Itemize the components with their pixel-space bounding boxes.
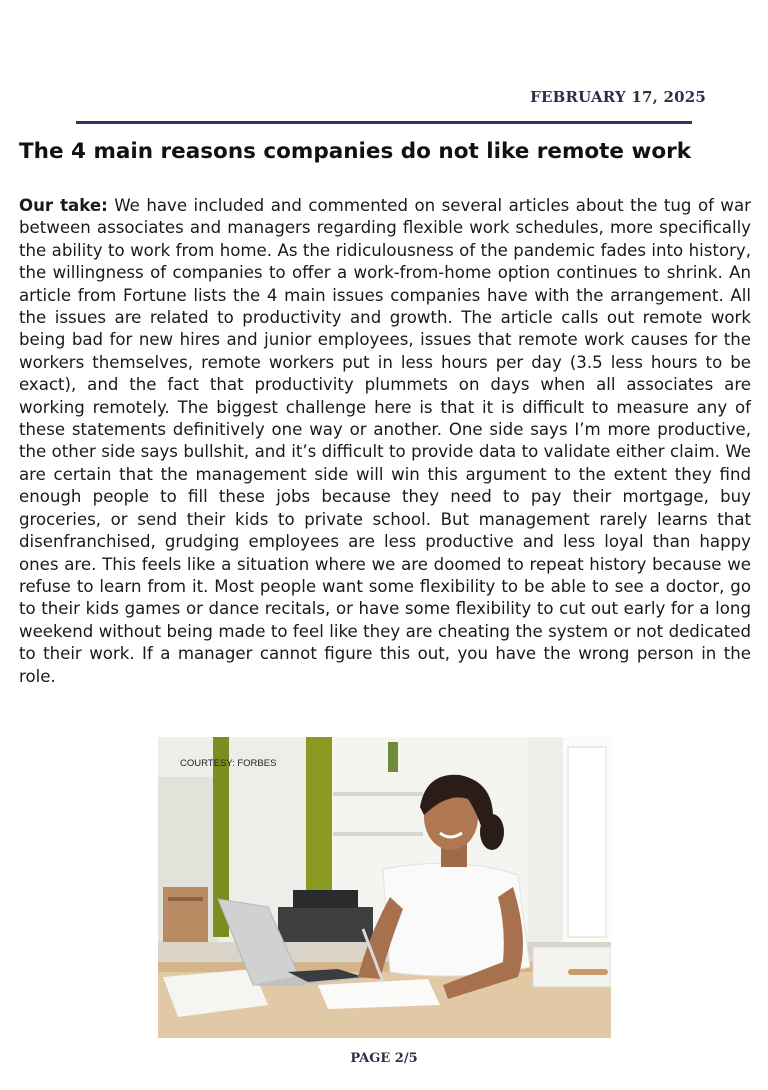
issue-date: FEBRUARY 17, 2025 bbox=[530, 88, 706, 106]
photo-illustration bbox=[158, 737, 611, 1038]
article-body-text: We have included and commented on several articles about the tug of war between associates and managers regarding flexible work schedules, more specifically the ability to work from home. As the ridiculousness of the pandemic fades into history, the willingness of companies to offer a work-from-home option continues to shrink. An article from Fortune lists the 4 main issues companies have with the arrangement. All the issues are related to productivity and growth. The article calls out remote work being bad for new hires and junior employees, issues that remote work causes for the workers themselves, remote workers put in less hours per day (3.5 less hours to be exact), and the fact that productivity plummets on days when all associates are working remotely. The biggest challenge here is that it is difficult to measure any of these statements definitively one way or another. One side says I’m more productive, the other side says bullshit, and it’s difficult to provide data to validate either claim. We are certain that the management side will win this argument to the extent they find enough people to fill these jobs because they need to pay their mortgage, buy groceries, or send their kids to private school. But management rarely learns that disenfranchised, grudging employees are less productive and less loyal than happy ones are. This feels like a situation where we are doomed to repeat history because we refuse to learn from it. Most people want some flexibility to be able to see a doctor, go to their kids games or dance recitals, or have some flexibility to cut out early for a long weekend without being made to feel like they are cheating the system or not dedicated to their work. If a manager cannot figure this out, you have the wrong person in the role. bbox=[19, 196, 751, 686]
page-number: PAGE 2/5 bbox=[350, 1051, 418, 1066]
article-body bbox=[19, 195, 751, 688]
photo-credit: COURTESY: FORBES bbox=[180, 758, 277, 769]
lead-label: Our take: bbox=[19, 196, 108, 215]
article-title: The 4 main reasons companies do not like remote work bbox=[19, 139, 692, 164]
header-divider bbox=[76, 121, 692, 124]
article-photo bbox=[158, 737, 611, 1038]
